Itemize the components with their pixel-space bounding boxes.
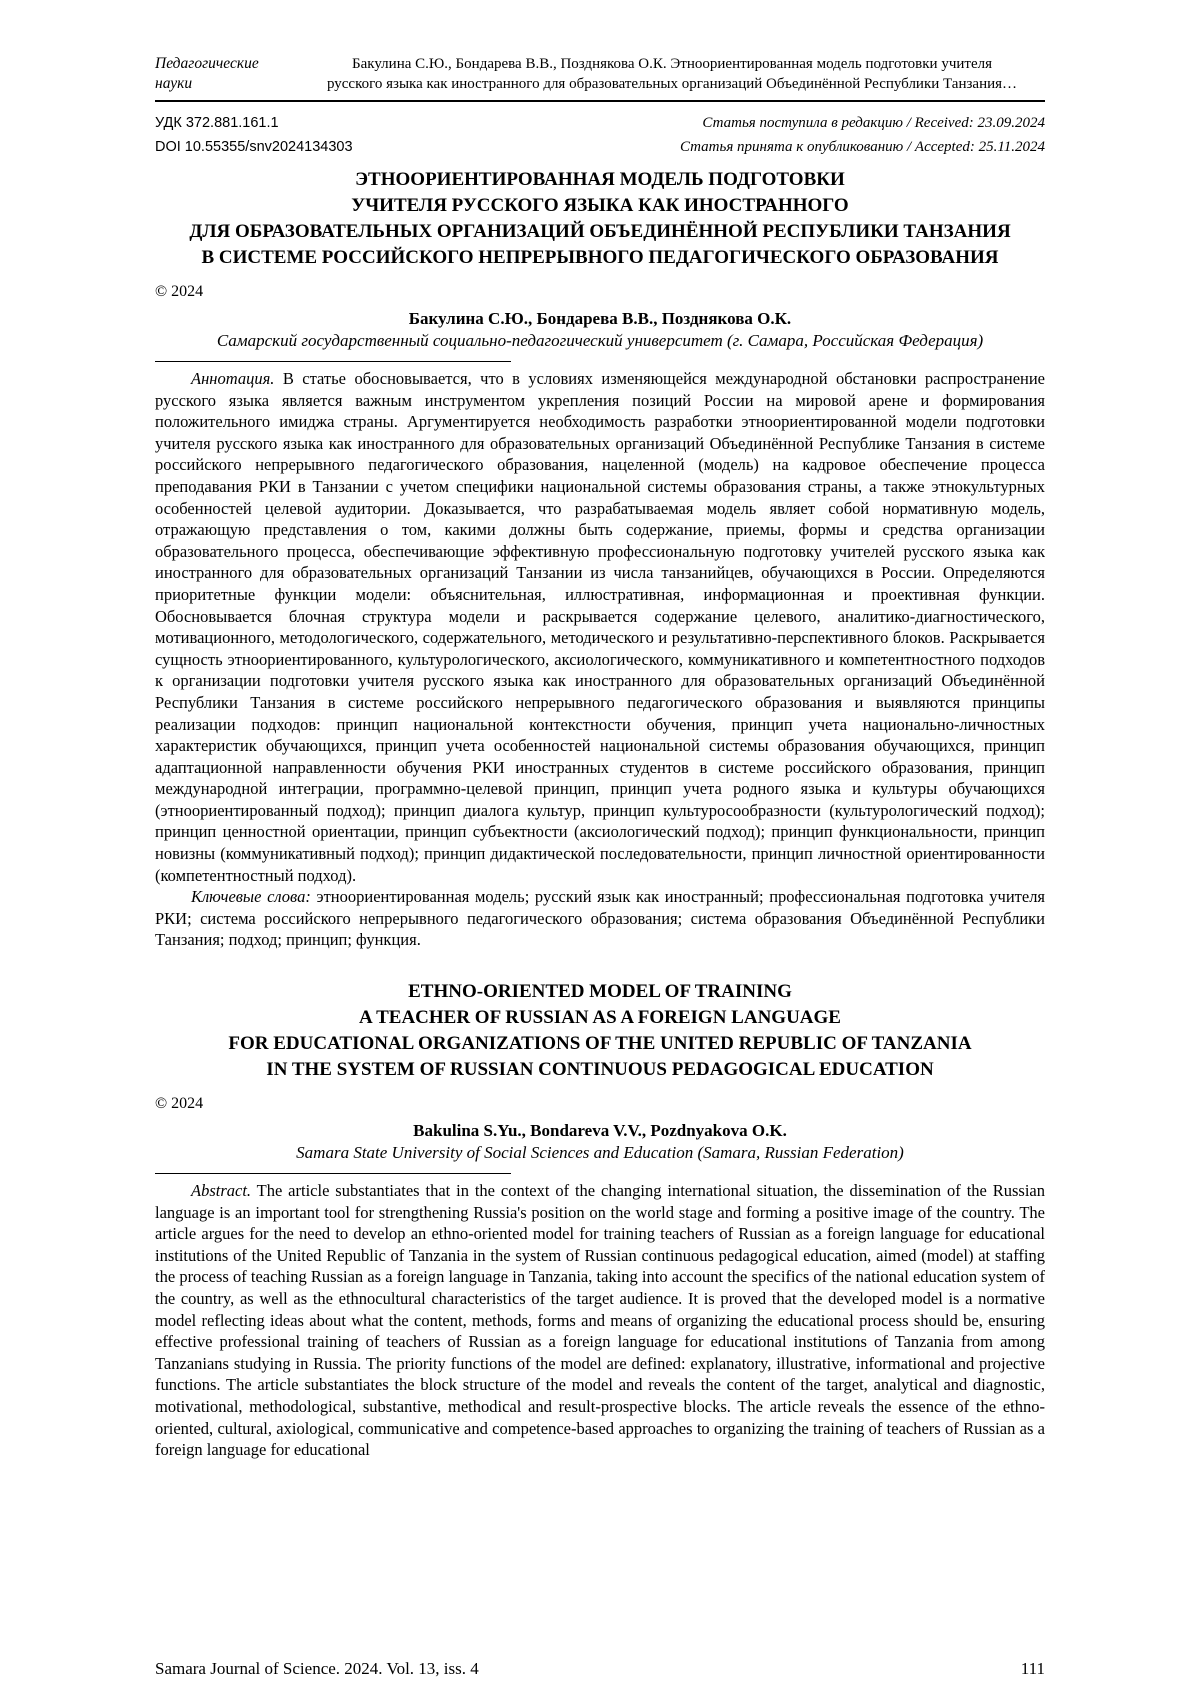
en-copyright: © 2024 bbox=[155, 1095, 204, 1113]
page-footer bbox=[155, 1652, 1045, 1680]
ru-abstract-divider bbox=[155, 361, 511, 362]
running-title bbox=[299, 54, 1045, 94]
ru-affiliation: Самарский государственный социально-педагогический университет (г. Самара, Российская Федерация) bbox=[216, 331, 984, 350]
accepted-date: Статья принята к опубликованию / Accepted: 25.11.2024 bbox=[679, 139, 1045, 155]
en-affiliation: Samara State University of Social Sciences and Education (Samara, Russian Federation) bbox=[296, 1143, 904, 1163]
article-meta bbox=[155, 115, 1045, 156]
running-title-line1: Бакулина С.Ю., Бондарева В.В., Позднякова О.К. Этноориентированная модель подготовки учителя bbox=[352, 56, 992, 72]
ru-abstract-label: Аннотация. bbox=[191, 369, 275, 388]
ru-keywords-label: Ключевые слова: bbox=[191, 887, 311, 907]
en-abstract-divider bbox=[155, 1173, 511, 1174]
ru-authors: Бакулина С.Ю., Бондарева В.В., Позднякова О.К. bbox=[408, 309, 792, 328]
ru-article-title bbox=[155, 167, 1045, 271]
en-authors: Bakulina S.Yu., Bondareva V.V., Pozdnyakova O.K. bbox=[413, 1121, 787, 1141]
ru-keywords-text: этноориентированная модель; русский язык как иностранный; профессиональная подготовка учителя РКИ; система российского непрерывного педагогического образования; система образования Объединённой Республики Танзания; подход; принцип; функция. bbox=[155, 887, 1046, 950]
ru-copyright: © 2024 bbox=[155, 283, 204, 300]
running-title-line2: русского языка как иностранного для образовательных организаций Объединённой Республики Танзания… bbox=[326, 76, 1018, 92]
en-title-line4: IN THE SYSTEM OF RUSSIAN CONTINUOUS PEDAGOGICAL EDUCATION bbox=[266, 1059, 934, 1081]
en-article-title bbox=[155, 979, 1045, 1083]
meta-row-doi bbox=[155, 139, 1045, 156]
en-abstract bbox=[155, 1180, 1045, 1461]
footer-journal-title: Samara Journal of Science. 2024. Vol. 13, iss. 4 bbox=[155, 1659, 479, 1678]
en-title-line2: A TEACHER OF RUSSIAN AS A FOREIGN LANGUAGE bbox=[359, 1007, 841, 1029]
section-label-line1: Педагогические bbox=[155, 55, 259, 72]
footer-page-number: 111 bbox=[1020, 1659, 1045, 1678]
udc-code: УДК 372.881.161.1 bbox=[155, 115, 279, 131]
en-abstract-label: Abstract. bbox=[191, 1181, 252, 1201]
section-label bbox=[155, 54, 283, 94]
ru-abstract-text: В статье обосновывается, что в условиях изменяющейся международной обстановки распространение русского языка является важным инструментом укрепления позиций России на мировой арене и формирования положительного имиджа страны. Аргументируется необходимость разработки этноориентированной модели подготовки учителя русского языка как иностранного для образовательных организаций Объединённой Республике Танзания в системе российского непрерывного педагогического образования, нацеленной (модель) на кадровое обеспечение процесса преподавания РКИ в Танзании с учетом специфики национальной системы образования страны, а также этнокультурных особенностей целевой аудитории. Доказывается, что разрабатываемая модель являет собой нормативную модель, отражающую представления о том, какими должны быть содержание, приемы, формы и средства организации образовательного процесса, обеспечивающие эффективную профессиональную подготовку учителей русского языка как иностранного для образовательных организаций Танзании из числа танзанийцев, обучающихся в России. Определяются приоритетные функции модели: объяснительная, иллюстративная, информационная и проективная функции. Обосновывается блочная структура модели и раскрывается содержание целевого, аналитико-диагностического, мотивационного, методологического, содержательного, методического и результативно-перспективного блоков. Раскрывается сущность этноориентированного, культурологического, аксиологического, коммуникативного и компетентностного подходов к организации подготовки учителя русского языка как иностранного для образовательных организаций Объединённой Республики Танзания в системе российского непрерывного педагогического образования и выявляются принципы реализации подходов: принцип национальной контекстности обучения, принцип учета национально-личностных характеристик обучающихся, принцип учета особенностей национальной системы образования обучающихся, принцип адаптационной направленности обучения РКИ иностранных студентов в системе российского образования, принцип международной интеграции, программно-целевой принцип, принцип учета родного языка и культуры обучающихся (этноориентированный подход); принцип диалога культур, принцип культуросообразности (культурологический подход); принцип ценностной ориентации, принцип субъектности (аксиологический подход); принцип функциональности, принцип новизны (коммуникативный подход); принцип дидактической последовательности, принцип личностной ориентированности (компетентностный подход). bbox=[155, 369, 1045, 885]
en-abstract-text: The article substantiates that in the context of the changing international situation, the dissemination of the Russian language is an important tool for strengthening Russia's position on the world stage and forming a positive image of the country. The article argues for the need to develop an ethno-oriented model for training teachers of Russian as a foreign language for educational institutions of the United Republic of Tanzania in the system of Russian continuous pedagogical education, aimed (model) at staffing the process of teaching Russian as a foreign language in Tanzania, taking into account the specifics of the national education system of the country, as well as the ethnocultural characteristics of the target audience. It is proved that the developed model is a normative model reflecting ideas about what the content, methods, forms and means of organizing the educational process should be, ensuring effective professional training of teachers of Russian as a foreign language for educational institutions of Tanzania from among Tanzanians studying in Russia. The priority functions of the model are defined: explanatory, illustrative, informational and projective functions. The article substantiates the block structure of the model and reveals the content of the target, analytical and diagnostic, motivational, methodological, substantive, methodical and result-prospective blocks. The article reveals the essence of the ethno-oriented, cultural, axiological, communicative and competence-based approaches to organizing the training of teachers of Russian as a foreign language for educational bbox=[155, 1181, 1045, 1460]
ru-title-line4: В СИСТЕМЕ РОССИЙСКОГО НЕПРЕРЫВНОГО ПЕДАГОГИЧЕСКОГО ОБРАЗОВАНИЯ bbox=[201, 247, 999, 268]
received-date: Статья поступила в редакцию / Received: 23.09.2024 bbox=[702, 115, 1045, 131]
ru-title-line3: ДЛЯ ОБРАЗОВАТЕЛЬНЫХ ОРГАНИЗАЦИЙ ОБЪЕДИНЁННОЙ РЕСПУБЛИКИ ТАНЗАНИЯ bbox=[189, 221, 1011, 242]
ru-title-line1: ЭТНООРИЕНТИРОВАННАЯ МОДЕЛЬ ПОДГОТОВКИ bbox=[355, 169, 845, 190]
en-title-line3: FOR EDUCATIONAL ORGANIZATIONS OF THE UNITED REPUBLIC OF TANZANIA bbox=[228, 1033, 972, 1055]
ru-title-line2: УЧИТЕЛЯ РУССКОГО ЯЗЫКА КАК ИНОСТРАННОГО bbox=[351, 195, 849, 216]
ru-keywords bbox=[155, 886, 1045, 951]
running-head bbox=[155, 54, 1045, 102]
section-label-line2: науки bbox=[155, 75, 193, 92]
ru-abstract bbox=[155, 368, 1045, 886]
en-title-line1: ETHNO-ORIENTED MODEL OF TRAINING bbox=[408, 981, 792, 1003]
doi-code: DOI 10.55355/snv2024134303 bbox=[155, 139, 353, 155]
meta-row-udc bbox=[155, 115, 1045, 132]
